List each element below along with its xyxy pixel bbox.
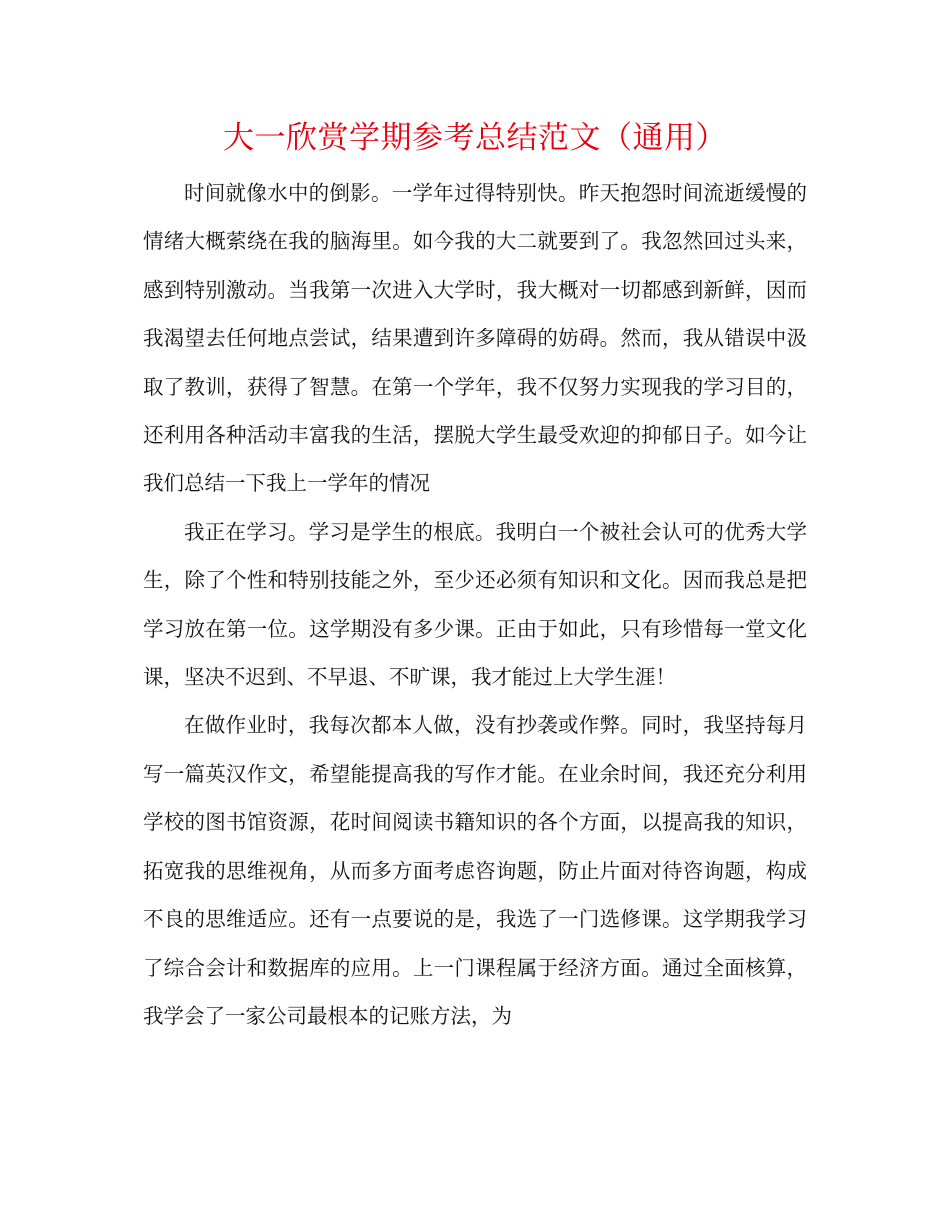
- document-title: 大一欣赏学期参考总结范文（通用）: [223, 120, 727, 156]
- paragraph-1: 时间就像水中的倒影。一学年过得特别快。昨天抱怨时间流逝缓慢的情绪大概萦绕在我的脑海里。如今我的大二就要到了。我忽然回过头来，感到特别激动。当我第一次进入大学时，我大概对一切都感到新鲜，因而我渴望去任何地点尝试，结果遭到许多障碍的妨碍。然而，我从错误中汲取了教训，获得了智慧。在第一个学年，我不仅努力实现我的学习目的，还利用各种活动丰富我的生活，摆脱大学生最受欢迎的抑郁日子。如今让我们总结一下我上一学年的情况: [143, 181, 807, 496]
- paragraph-3: 在做作业时，我每次都本人做，没有抄袭或作弊。同时，我坚持每月写一篇英汉作文，希望能提高我的写作才能。在业余时间，我还充分利用学校的图书馆资源，花时间阅读书籍知识的各个方面，以提高我的知识，拓宽我的思维视角，从而多方面考虑咨询题，防止片面对待咨询题，构成不良的思维适应。还有一点要说的是，我选了一门选修课。这学期我学习了综合会计和数据库的应用。上一门课程属于经济方面。通过全面核算，我学会了一家公司最根本的记账方法，为: [143, 713, 807, 1028]
- paragraph-2: 我正在学习。学习是学生的根底。我明白一个被社会认可的优秀大学生，除了个性和特别技能之外，至少还必须有知识和文化。因而我总是把学习放在第一位。这学期没有多少课。正由于如此，只有珍惜每一堂文化课，坚决不迟到、不早退、不旷课，我才能过上大学生涯！: [143, 519, 807, 690]
- document-body: [143, 169, 807, 1040]
